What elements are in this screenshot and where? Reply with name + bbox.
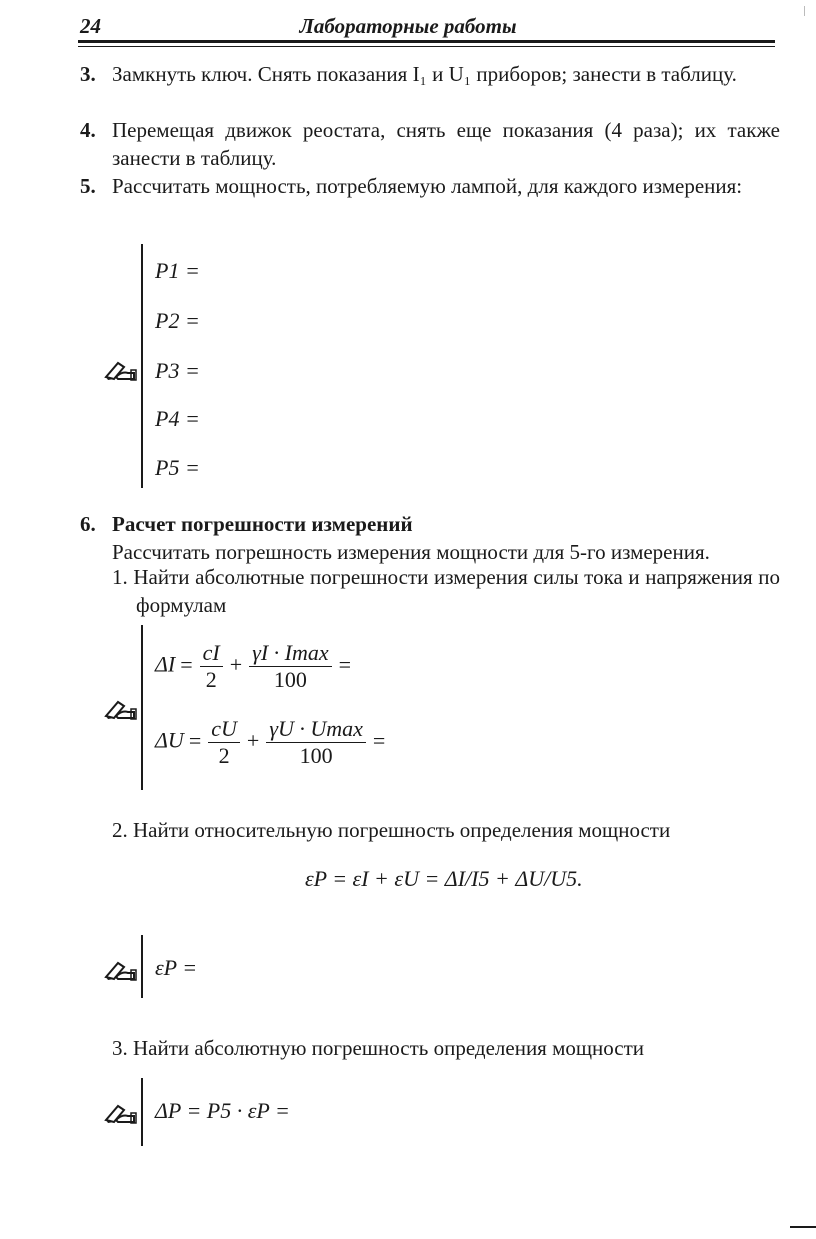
scan-mark — [790, 1226, 816, 1228]
section-intro: Рассчитать погрешность измерения мощности для 5-го измерения. — [112, 540, 710, 564]
step-number: 5. — [80, 174, 96, 198]
answer-bar — [141, 1078, 143, 1146]
epsilon-blank[interactable]: εP = — [155, 955, 198, 980]
delta-p-blank[interactable]: ΔP = P5 · εP = — [155, 1098, 290, 1123]
substep-3: 3. Найти абсолютную погрешность определения мощности — [112, 1036, 645, 1060]
answer-bar — [141, 625, 143, 790]
step-number: 4. — [80, 118, 96, 142]
step-4 — [80, 116, 780, 172]
page-number: 24 — [80, 14, 101, 38]
power-blank-3[interactable]: P3 = — [155, 358, 200, 383]
header-rule — [78, 40, 775, 43]
power-blank-1[interactable]: P1 = — [155, 258, 200, 283]
formula-epsilon: εP = εI + εU = ΔI/I5 + ΔU/U5. — [305, 866, 583, 891]
fraction: $\frac{\gamma I \cdot Imax}{100}$ — [249, 640, 331, 693]
scan-mark — [804, 6, 805, 16]
section-6 — [80, 510, 780, 538]
answer-bar — [141, 244, 143, 488]
formula-delta-i: ΔI = $\frac{cI}{2}$ + $\frac{\gamma I \cdot Imax}{100}$ = — [155, 640, 352, 692]
formula-delta-u: ΔU = $\frac{cU}{2}$ + $\frac{\gamma U \cdot Umax}{100}$ = — [155, 716, 386, 768]
step-text: Рассчитать мощность, потребляемую лампой, для каждого измерения: — [112, 174, 743, 198]
pencil-hand-icon — [104, 357, 138, 381]
fraction: $\frac{\gamma U \cdot Umax}{100}$ — [266, 716, 366, 769]
power-blank-4[interactable]: P4 = — [155, 406, 200, 431]
answer-bar — [141, 935, 143, 998]
power-blank-5[interactable]: P5 = — [155, 455, 200, 480]
fraction: $\frac{cI}{2}$ — [200, 640, 223, 693]
step-number: 3. — [80, 62, 96, 86]
pencil-hand-icon — [104, 957, 138, 981]
step-text: Замкнуть ключ. Снять показания I₁ и U₁ приборов; занести в таблицу. — [112, 62, 737, 86]
pencil-hand-icon — [104, 1100, 138, 1124]
power-blank-2[interactable]: P2 = — [155, 308, 200, 333]
step-text: Перемещая движок реостата, снять еще показания (4 раза); их также занести в таблицу. — [112, 118, 780, 170]
step-5 — [80, 172, 780, 200]
running-title: Лабораторные работы — [299, 14, 517, 38]
header-rule-thin — [78, 46, 775, 47]
substep-2: 2. Найти относительную погрешность определения мощности — [112, 818, 671, 842]
section-number: 6. — [80, 512, 96, 536]
substep-1: 1. Найти абсолютные погрешности измерения силы тока и напряжения по формулам — [112, 565, 780, 617]
section-title: Расчет погрешности измерений — [112, 512, 413, 536]
pencil-hand-icon — [104, 696, 138, 720]
fraction: $\frac{cU}{2}$ — [208, 716, 240, 769]
step-3 — [80, 60, 780, 88]
